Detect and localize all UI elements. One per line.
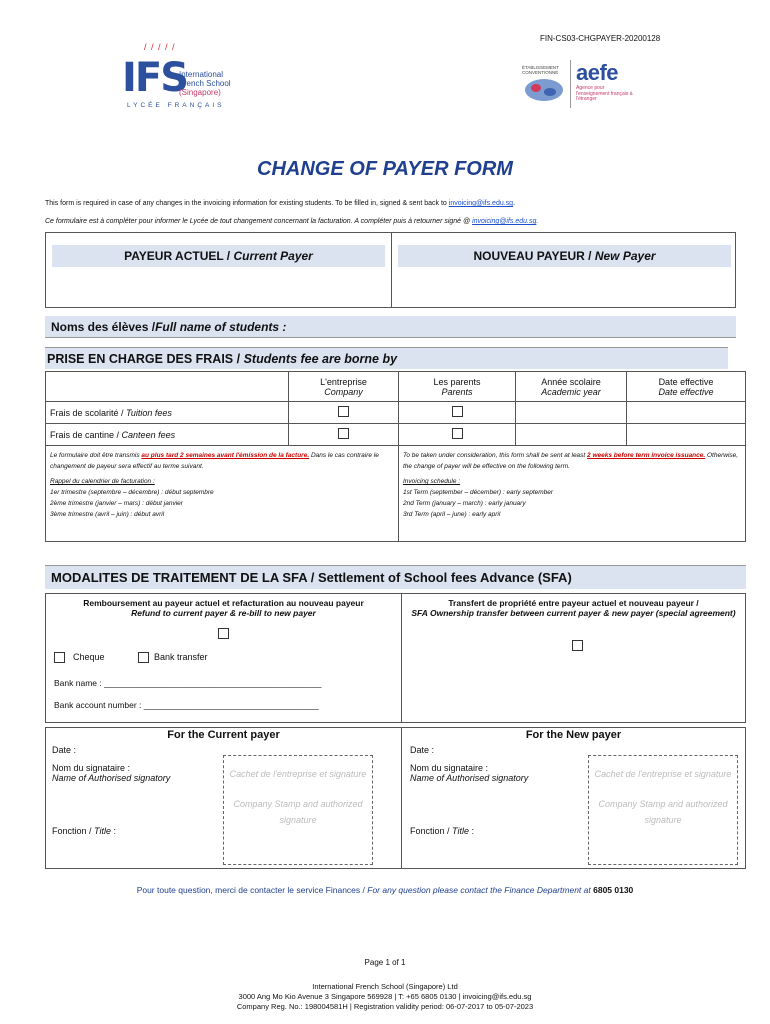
tuition-company-checkbox[interactable] [338, 406, 349, 417]
sfa-refund-checkbox[interactable] [218, 628, 229, 639]
page-title: CHANGE OF PAYER FORM [257, 158, 513, 180]
ifs-logo-lycee: LYCÉE FRANÇAIS [127, 102, 225, 109]
email-link[interactable]: invoicing@ifs.edu.sg [448, 200, 514, 207]
tuition-parents-checkbox[interactable] [452, 406, 463, 417]
current-payer-header: PAYEUR ACTUEL / Current Payer [52, 245, 385, 267]
bank-name-field[interactable]: Bank name : ______________________________________________ [54, 678, 322, 688]
table-row [46, 402, 746, 424]
ifs-logo-letters: IFS [122, 55, 188, 101]
new-title-field[interactable]: Fonction / Title : [410, 826, 474, 836]
contact-phone: 6805 0130 [593, 885, 634, 895]
contact-line: Pour toute question, merci de contacter le service Finances / For any question please contact the Finance Department at 6805 0130 [136, 885, 634, 895]
fees-table-header-row [46, 372, 746, 402]
fees-table [45, 371, 746, 542]
aefe-tagline: Agence pour l'enseignement français à l'étranger [576, 85, 633, 102]
tuition-academic-year-field[interactable] [516, 402, 627, 424]
canteen-date-effective-field[interactable] [627, 424, 746, 446]
sfa-transfer-checkbox[interactable] [572, 640, 583, 651]
cheque-label: Cheque [73, 652, 105, 662]
new-date-field[interactable]: Date : [410, 745, 435, 755]
ifs-logo [122, 42, 262, 117]
current-payer-field[interactable] [52, 271, 385, 303]
tuition-date-effective-field[interactable] [627, 402, 746, 424]
intro-english: This form is required in case of any changes in the invoicing information for existing students. To be filled in, signed & sent back to invoicing@ifs.edu.sg. [45, 200, 516, 207]
ifs-logo-subtitle: International French School (Singapore) [179, 70, 231, 97]
current-date-field[interactable]: Date : [52, 745, 77, 755]
new-payer-header: NOUVEAU PAYEUR / New Payer [398, 245, 731, 267]
sfa-section-title: MODALITES DE TRAITEMENT DE LA SFA / Settlement of School fees Advance (SFA) [45, 565, 746, 589]
current-stamp-area[interactable]: Cachet de l'entreprise et signature Company Stamp and authorized signature [223, 755, 373, 865]
current-title-field[interactable]: Fonction / Title : [52, 826, 116, 836]
current-signatory-field[interactable]: Nom du signataire : Name of Authorised signatory [52, 763, 171, 783]
new-stamp-area[interactable]: Cachet de l'entreprise et signature Company Stamp and authorized signature [588, 755, 738, 865]
page-number: Page 1 of 1 [364, 958, 406, 967]
table-row [46, 424, 746, 446]
table-row [46, 446, 746, 542]
new-payer-signature-title: For the New payer [525, 729, 622, 741]
canteen-parents-checkbox[interactable] [452, 428, 463, 439]
new-payer-field[interactable] [398, 271, 731, 303]
email-link-fr[interactable]: invoicing@ifs.edu.sg [472, 218, 537, 225]
current-payer-signature-title: For the Current payer [167, 729, 280, 741]
bank-transfer-label: Bank transfer [154, 652, 208, 662]
sfa-box [45, 593, 746, 723]
canteen-academic-year-field[interactable] [516, 424, 627, 446]
row-tuition-label: Frais de scolarité / Tuition fees [46, 402, 289, 424]
col-date-effective: Date effective Date effective [627, 372, 746, 402]
flags-icon: / / / / / [144, 42, 176, 52]
aefe-wordmark: aefe [576, 60, 619, 85]
footer: International French School (Singapore) Ltd 3000 Ang Mo Kio Avenue 3 Singapore 569928 | T: +65 6805 0130 | invoicing@ifs.edu.sg Company Reg. No.: 198004581H | Registration validity period: 06-07-2017 to 05-07-2023 [236, 982, 534, 1011]
sfa-refund-option: Remboursement au payeur actuel et refacturation au nouveau payeur Refund to current payer & re-bill to new payer [83, 598, 364, 618]
intro-french: Ce formulaire est à compléter pour informer le Lycée de tout changement concernant la facturation. A compléter puis à retourner signé @ invoicing@ifs.edu.sg. [45, 218, 539, 225]
cheque-checkbox[interactable] [54, 652, 65, 663]
note-french: Le formulaire doit être transmis au plus tard 2 semaines avant l'émission de la facture. Dans le cas contraire le changement de payeur sera effectif au terme suivant. Rappel du calendrier de facturation : 1er trimestre (septembre – décembre) : début septembre 2ème trimestre (janvier – mars) : début janvier 3ème trimestre (avril – juin) : début avril [46, 446, 399, 542]
aefe-etablissement: ÉTABLISSEMENT CONVENTIONNÉ [522, 65, 559, 75]
signature-box [45, 727, 746, 869]
row-canteen-label: Frais de cantine / Canteen fees [46, 424, 289, 446]
sfa-transfer-option: Transfert de propriété entre payeur actuel et nouveau payeur / SFA Ownership transfer between current payer & new payer (special agreement) [411, 598, 736, 618]
fees-section-title: PRISE EN CHARGE DES FRAIS / Students fee are borne by [45, 347, 728, 369]
col-parents: Les parents Parents [399, 372, 516, 402]
canteen-company-checkbox[interactable] [338, 428, 349, 439]
new-signatory-field[interactable]: Nom du signataire : Name of Authorised signatory [410, 763, 529, 783]
aefe-divider [570, 60, 571, 108]
document-reference: FIN-CS03-CHGPAYER-20200128 [540, 34, 661, 43]
col-academic-year: Année scolaire Academic year [516, 372, 627, 402]
bank-transfer-checkbox[interactable] [138, 652, 149, 663]
students-name-field[interactable]: Noms des élèves /Full name of students : [45, 316, 736, 338]
aefe-logo [522, 60, 672, 110]
bank-account-field[interactable]: Bank account number : _____________________________________ [54, 700, 319, 710]
payer-box [45, 232, 736, 308]
note-english: To be taken under consideration, this form shall be sent at least 2 weeks before term invoice issuance. Otherwise, the change of payer will be effective on the following term. Invoicing schedule : 1st Term (september – décember) : early september 2nd Term (january – march) : early january 3rd Term (april – june) : early april [399, 446, 746, 542]
col-company: L'entreprise Company [289, 372, 399, 402]
world-map-icon [524, 78, 564, 102]
